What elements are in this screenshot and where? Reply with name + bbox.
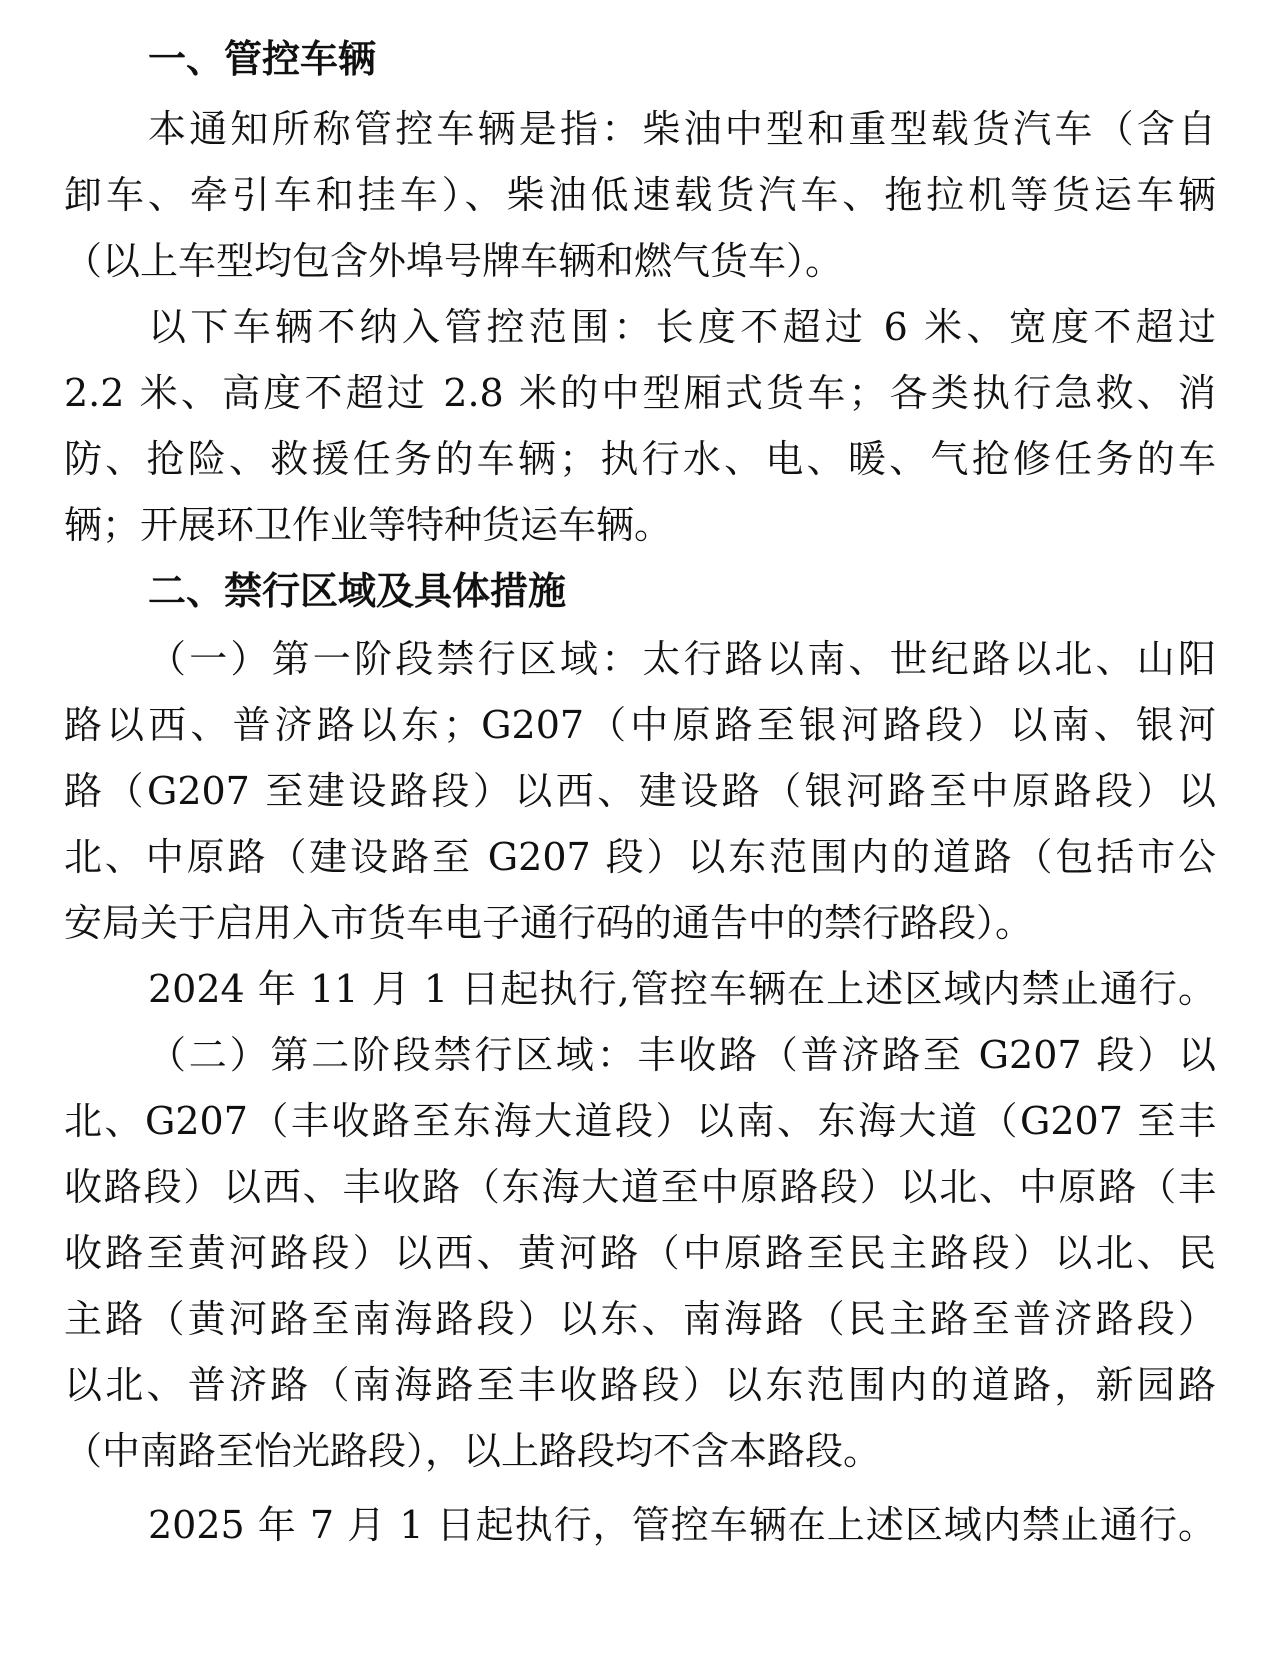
paragraph-line: 路（G207 至建设路段）以西、建设路（银河路至中原路段）以 [64, 769, 1216, 813]
paragraph-line: （二）第二阶段禁行区域：丰收路（普济路至 G207 段）以 [148, 1033, 1216, 1077]
paragraph-line: 辆；开展环卫作业等特种货运车辆。 [64, 503, 673, 547]
paragraph-line: 安局关于启用入市货车电子通行码的通告中的禁行路段）。 [64, 901, 1034, 945]
paragraph-line: 收路至黄河路段）以西、黄河路（中原路至民主路段）以北、民 [64, 1231, 1216, 1275]
paragraph-line: 防、抢险、救援任务的车辆；执行水、电、暖、气抢修任务的车 [64, 437, 1216, 481]
paragraph-line: 本通知所称管控车辆是指：柴油中型和重型载货汽车（含自 [148, 107, 1216, 151]
execution-date-stage1: 2024 年 11 月 1 日起执行,管控车辆在上述区域内禁止通行。 [148, 967, 1216, 1011]
paragraph-line: 收路段）以西、丰收路（东海大道至中原路段）以北、中原路（丰 [64, 1165, 1216, 1209]
paragraph-line: 主路（黄河路至南海路段）以东、南海路（民主路至普济路段） [64, 1297, 1216, 1341]
section-heading-vehicles: 一、管控车辆 [148, 37, 377, 81]
section-heading-zones: 二、禁行区域及具体措施 [148, 569, 567, 613]
paragraph-line: 2.2 米、高度不超过 2.8 米的中型厢式货车；各类执行急救、消 [64, 371, 1216, 415]
execution-date-stage2: 2025 年 7 月 1 日起执行，管控车辆在上述区域内禁止通行。 [148, 1503, 1216, 1547]
paragraph-line: 路以西、普济路以东；G207（中原路至银河路段）以南、银河 [64, 703, 1216, 747]
paragraph-line: 以北、普济路（南海路至丰收路段）以东范围内的道路，新园路 [64, 1363, 1216, 1407]
paragraph-line: （一）第一阶段禁行区域：太行路以南、世纪路以北、山阳 [148, 637, 1216, 681]
paragraph-line: 卸车、牵引车和挂车）、柴油低速载货汽车、拖拉机等货运车辆 [64, 173, 1216, 217]
paragraph-line: 以下车辆不纳入管控范围：长度不超过 6 米、宽度不超过 [148, 305, 1216, 349]
paragraph-line: （以上车型均包含外埠号牌车辆和燃气货车）。 [64, 239, 844, 283]
paragraph-line: （中南路至怡光路段），以上路段均不含本路段。 [64, 1429, 882, 1473]
paragraph-line: 北、中原路（建设路至 G207 段）以东范围内的道路（包括市公 [64, 835, 1216, 879]
paragraph-line: 北、G207（丰收路至东海大道段）以南、东海大道（G207 至丰 [64, 1099, 1216, 1143]
